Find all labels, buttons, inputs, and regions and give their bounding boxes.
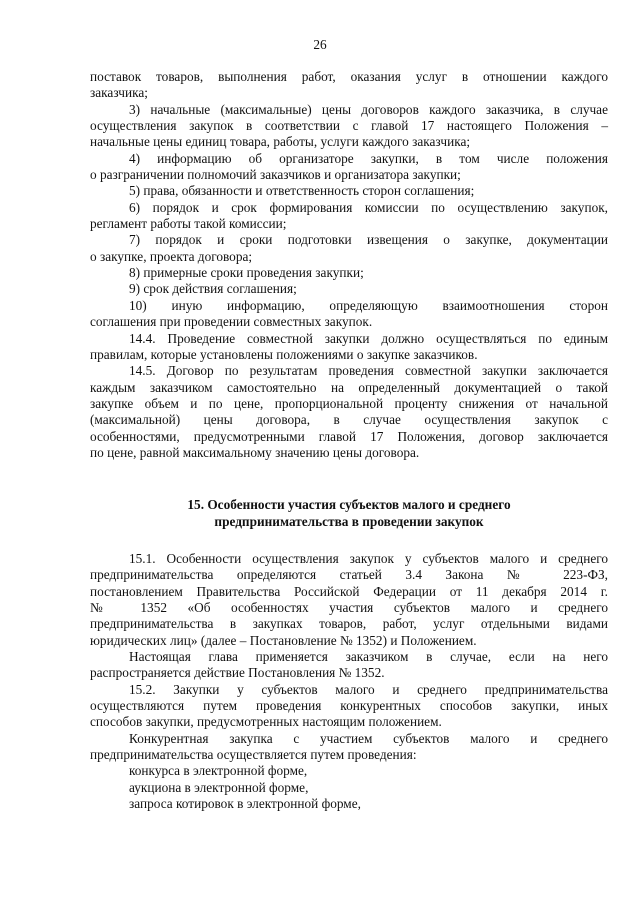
text-line: постановлением Правительства Российской Федерации от 11 декабря 2014 г. — [90, 583, 608, 599]
text-line: регламент работы такой комиссии; — [90, 216, 287, 232]
text-line: 5) права, обязанности и ответственность сторон соглашения; — [129, 183, 475, 199]
text-line: осуществляются путем проведения конкурентных способов закупки, иных — [90, 698, 608, 714]
text-line: о закупке, проекта договора; — [90, 248, 253, 264]
section-heading-line-1: 15. Особенности участия субъектов малого и среднего — [187, 497, 511, 512]
text-line: предпринимательства осуществляется путем проведения: — [90, 747, 417, 763]
text-line: Конкурентная закупка с участием субъектов малого и среднего — [129, 730, 608, 746]
text-line: 6) порядок и срок формирования комиссии по осуществлению закупок, — [129, 199, 608, 215]
text-line: 4) информацию об организаторе закупки, в том числе положения — [129, 150, 608, 166]
section-heading — [90, 496, 608, 530]
text-line: аукциона в электронной форме, — [129, 779, 309, 795]
text-line: (максимальной) цены договора, в случае осуществления закупок с — [90, 412, 608, 428]
body-text-bottom — [90, 551, 608, 813]
text-line: начальные цены единиц товара, работы, услуги каждого заказчика; — [90, 134, 471, 150]
text-line: 9) срок действия соглашения; — [129, 281, 297, 297]
text-line: закупке объем и по цене, пропорциональной проценту снижения от начальной — [90, 395, 608, 411]
text-line: предпринимательства в закупках товаров, работ, услуг отдельными видами — [90, 616, 608, 632]
text-line: 10) иную информацию, определяющую взаимоотношения сторон — [129, 297, 608, 313]
text-line: 8) примерные сроки проведения закупки; — [129, 265, 364, 281]
text-line: запроса котировок в электронной форме, — [129, 796, 361, 812]
text-line: 14.5. Договор по результатам проведения совместной закупки заключается — [129, 363, 608, 379]
text-line: 7) порядок и сроки подготовки извещения о закупке, документации — [129, 232, 608, 248]
body-text-top — [90, 69, 608, 461]
text-line: 15.1. Особенности осуществления закупок у субъектов малого и среднего — [129, 551, 608, 566]
section-heading-line-2: предпринимательства в проведении закупок — [214, 514, 484, 529]
text-line: конкурса в электронной форме, — [129, 763, 308, 779]
text-line: 3) начальные (максимальные) цены договоров каждого заказчика, в случае — [129, 101, 608, 117]
text-line: способов закупки, предусмотренных настоящим положением. — [90, 714, 442, 730]
text-line: по цене, равной максимальному значению цены договора. — [90, 444, 420, 460]
text-line: 14.4. Проведение совместной закупки должно осуществляться по единым — [129, 330, 608, 346]
text-line: каждым заказчиком самостоятельно на определенный документацией о такой — [90, 379, 608, 395]
text-line: соглашения при проведении совместных закупок. — [90, 314, 373, 330]
text-line: 15.2. Закупки у субъектов малого и среднего предпринимательства — [129, 681, 608, 697]
text-line: предпринимательства определяются статьей 3.4 Закона № 223-ФЗ, — [90, 567, 608, 583]
text-line: Настоящая глава применяется заказчиком в случае, если на него — [129, 649, 608, 665]
page-number: 26 — [313, 37, 327, 52]
text-line: правилам, которые установлены положениями о закупке заказчиков. — [90, 346, 478, 362]
text-line: распространяется действие Постановления № 1352. — [90, 665, 385, 681]
text-line: заказчика; — [90, 85, 148, 101]
text-line: особенностями, предусмотренными главой 17 Положения, договор заключается — [90, 428, 608, 444]
text-line: поставок товаров, выполнения работ, оказания услуг в отношении каждого — [90, 69, 608, 84]
text-line: № 1352 «Об особенностях участия субъектов малого и среднего — [90, 600, 608, 616]
text-line: осуществления закупок в соответствии с главой 17 настоящего Положения – — [90, 118, 608, 134]
text-line: юридических лиц» (далее – Постановление № 1352) и Положением. — [90, 632, 477, 648]
text-line: о разграничении полномочий заказчиков и организатора закупки; — [90, 167, 461, 183]
